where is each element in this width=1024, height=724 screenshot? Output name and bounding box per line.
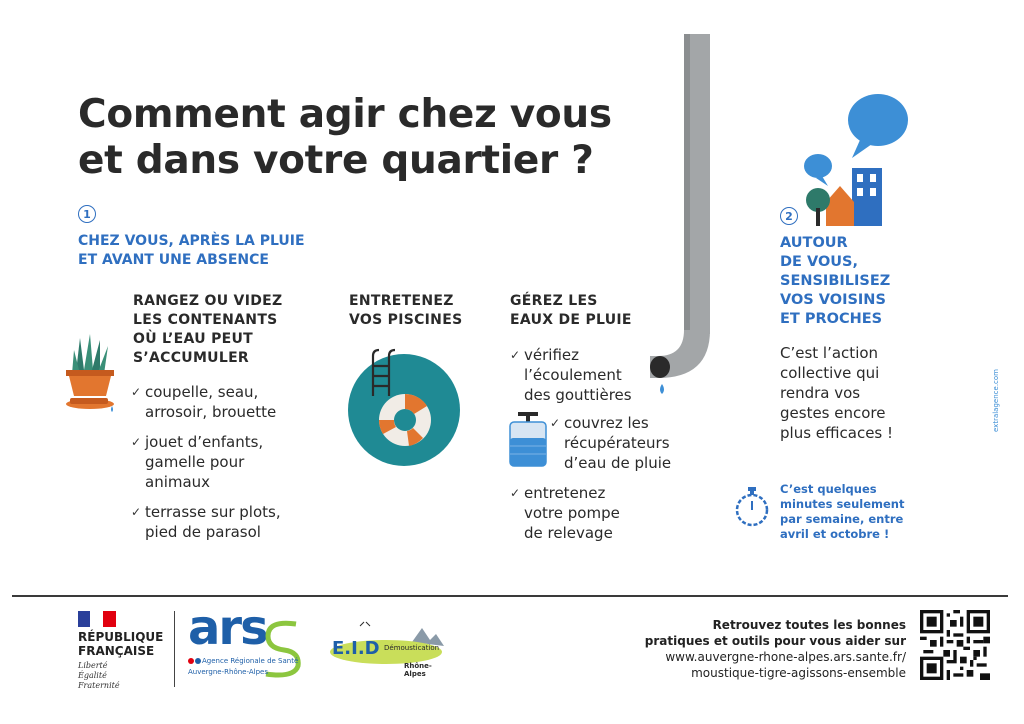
ars-logo: ars Agence Régionale de Santé Auvergne-Rhône-Alpes	[184, 606, 304, 686]
water-tank-icon	[508, 410, 548, 468]
list-item: ✓ vérifiez l’écoulement des gouttières	[510, 346, 632, 404]
section-2-heading: AUTOUR DE VOUS, SENSIBILISEZ VOS VOISINS ET PROCHES	[780, 235, 891, 327]
pool-icon	[343, 348, 465, 466]
title-line-2: et dans votre quartier ?	[78, 138, 594, 183]
title-line-1: Comment agir chez vous	[78, 92, 612, 137]
footer-url-line-1[interactable]: www.auvergne-rhone-alpes.ars.sante.fr/	[665, 650, 906, 664]
column-1-list	[131, 382, 331, 552]
neighbourhood-icon	[800, 90, 912, 230]
potted-plant-icon	[62, 332, 122, 417]
stopwatch-icon	[734, 486, 770, 528]
column-2-heading: ENTRETENEZ VOS PISCINES	[349, 293, 463, 328]
list-item: ✓ coupelle, seau, arrosoir, brouette	[131, 383, 277, 421]
drainpipe-icon	[640, 34, 722, 394]
marianne-flag-icon	[78, 611, 116, 627]
logo-divider	[174, 611, 175, 687]
section-2-number: 2	[780, 207, 798, 225]
column-1-heading: RANGEZ OU VIDEZ LES CONTENANTS OÙ L’EAU PEUT S’ACCUMULER	[133, 293, 283, 366]
timer-note: C’est quelques minutes seulement par semaine, entre avril et octobre !	[780, 482, 905, 541]
republique-francaise-logo: RÉPUBLIQUE FRANÇAISE	[78, 630, 164, 658]
section-1-number: 1	[78, 205, 96, 223]
qr-code-icon[interactable]	[920, 610, 990, 680]
list-item: ✓ couvrez les récupérateurs d’eau de pluie	[550, 414, 672, 472]
page-title	[78, 92, 678, 184]
list-item: ✓ entretenez votre pompe de relevage	[510, 484, 620, 542]
republique-motto: Liberté Égalité Fraternité	[78, 661, 120, 690]
footer-divider	[12, 595, 1008, 597]
footer-url-line-2[interactable]: moustique-tigre-agissons-ensemble	[691, 666, 906, 680]
agency-credit: extralagence.com	[992, 369, 1000, 432]
eid-logo: E.I.D Démoustication Rhône-Alpes	[326, 618, 446, 678]
list-item: ✓ jouet d’enfants, gamelle pour animaux	[131, 433, 264, 491]
section-1-heading: CHEZ VOUS, APRÈS LA PLUIE ET AVANT UNE ABSENCE	[78, 233, 305, 268]
list-item: ✓ terrasse sur plots, pied de parasol	[131, 503, 281, 541]
section-2-body: C’est l’action collective qui rendra vos gestes encore plus efficaces !	[780, 344, 894, 442]
column-3-heading: GÉREZ LES EAUX DE PLUIE	[510, 293, 632, 328]
footer-cta: Retrouvez toutes les bonnes pratiques et outils pour vous aider sur www.auvergne-rhone-alpes.ars.sante.fr/ moustique-tigre-agissons-ensemble	[560, 617, 906, 681]
ars-dots-icon	[188, 657, 202, 665]
